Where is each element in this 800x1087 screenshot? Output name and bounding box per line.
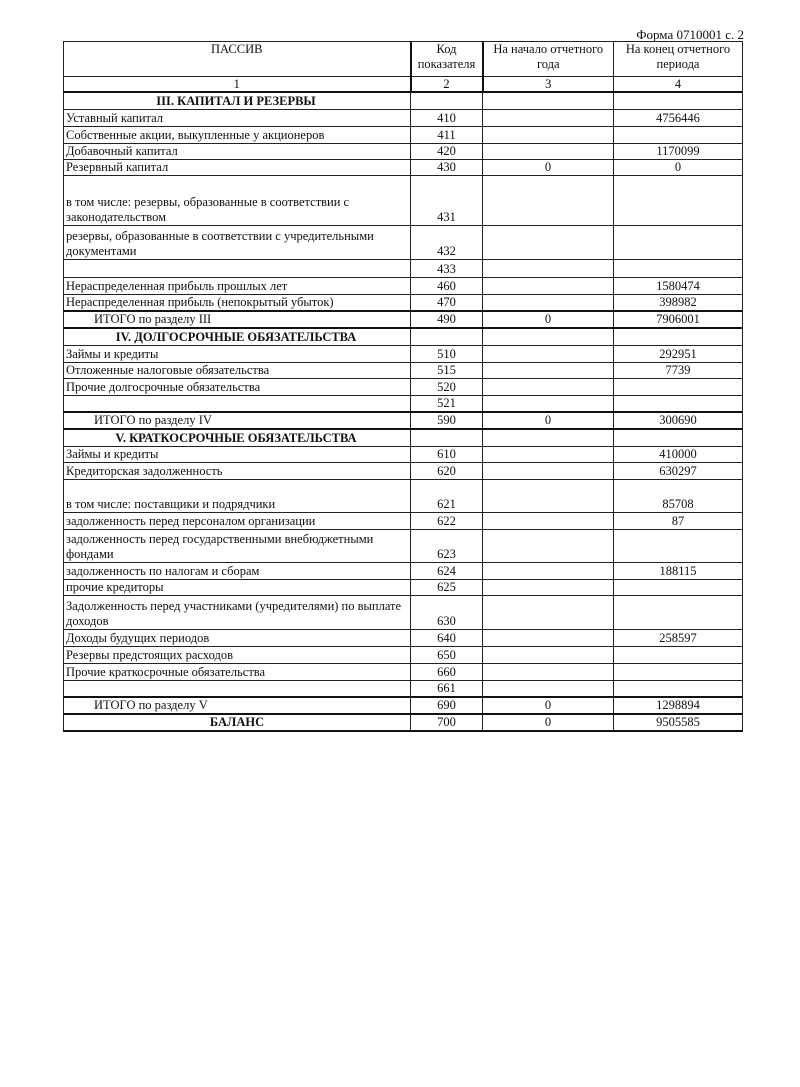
row-start-value: 0 (483, 697, 614, 714)
row-start-value (483, 595, 614, 629)
row-end-value (614, 646, 743, 663)
row-end-value: 0 (614, 159, 743, 175)
row-start-value (483, 579, 614, 595)
row-start-value (483, 362, 614, 378)
row-end-value: 7906001 (614, 311, 743, 328)
row-label: Резервы предстоящих расходов (64, 646, 411, 663)
row-code: 490 (411, 311, 483, 328)
row-start-value (483, 529, 614, 562)
row-label: Кредиторская задолженность (64, 462, 411, 479)
column-number-4: 4 (614, 77, 743, 93)
row-start-value (483, 92, 614, 109)
row-end-value: 4756446 (614, 109, 743, 126)
row-start-value: 0 (483, 159, 614, 175)
row-end-value: 85708 (614, 479, 743, 512)
table-row (64, 429, 743, 446)
row-code: 625 (411, 579, 483, 595)
row-label: БАЛАНС (64, 714, 411, 731)
table-row (64, 395, 743, 412)
row-start-value (483, 126, 614, 143)
row-label: Нераспределенная прибыль (непокрытый убыток) (64, 294, 411, 311)
row-end-value (614, 175, 743, 225)
row-code (411, 328, 483, 345)
row-start-value (483, 429, 614, 446)
row-code: 515 (411, 362, 483, 378)
row-start-value (483, 479, 614, 512)
table-header-row (64, 42, 743, 77)
row-start-value (483, 345, 614, 362)
row-end-value: 398982 (614, 294, 743, 311)
row-code: 660 (411, 663, 483, 680)
row-start-value (483, 378, 614, 395)
row-code: 410 (411, 109, 483, 126)
table-row (64, 479, 743, 512)
row-label: Задолженность перед участниками (учредителями) по выплате доходов (64, 595, 411, 629)
row-code (411, 429, 483, 446)
table-row (64, 259, 743, 277)
row-end-value (614, 429, 743, 446)
table-row (64, 294, 743, 311)
table-row (64, 595, 743, 629)
row-code: 411 (411, 126, 483, 143)
row-code: 622 (411, 512, 483, 529)
row-start-value (483, 562, 614, 579)
row-code: 650 (411, 646, 483, 663)
row-end-value: 188115 (614, 562, 743, 579)
table-row (64, 579, 743, 595)
row-label: задолженность перед государственными внебюджетными фондами (64, 529, 411, 562)
row-code: 432 (411, 225, 483, 259)
row-code: 433 (411, 259, 483, 277)
table-row (64, 109, 743, 126)
row-end-value: 7739 (614, 362, 743, 378)
table-row (64, 562, 743, 579)
row-label: Собственные акции, выкупленные у акционеров (64, 126, 411, 143)
form-number-label: Форма 0710001 с. 2 (636, 27, 744, 42)
column-number-2: 2 (411, 77, 483, 93)
row-start-value (483, 225, 614, 259)
header-code: Код показателя (411, 42, 483, 77)
table-row (64, 714, 743, 731)
row-end-value (614, 259, 743, 277)
table-row (64, 680, 743, 697)
row-label: Отложенные налоговые обязательства (64, 362, 411, 378)
row-code: 621 (411, 479, 483, 512)
row-label: Прочие долгосрочные обязательства (64, 378, 411, 395)
row-end-value: 1298894 (614, 697, 743, 714)
row-end-value: 410000 (614, 446, 743, 462)
row-code: 610 (411, 446, 483, 462)
row-end-value (614, 328, 743, 345)
table-row (64, 311, 743, 328)
row-code: 700 (411, 714, 483, 731)
row-end-value (614, 663, 743, 680)
table-row (64, 225, 743, 259)
header-liabilities: ПАССИВ (64, 42, 411, 77)
row-code: 460 (411, 277, 483, 294)
row-end-value: 292951 (614, 345, 743, 362)
row-label: IV. ДОЛГОСРОЧНЫЕ ОБЯЗАТЕЛЬСТВА (64, 328, 411, 345)
table-row (64, 462, 743, 479)
row-start-value (483, 512, 614, 529)
row-start-value (483, 143, 614, 159)
row-label: Займы и кредиты (64, 345, 411, 362)
row-end-value: 300690 (614, 412, 743, 429)
row-code: 630 (411, 595, 483, 629)
row-label: Прочие краткосрочные обязательства (64, 663, 411, 680)
row-start-value (483, 646, 614, 663)
table-row (64, 159, 743, 175)
table-row (64, 92, 743, 109)
row-start-value (483, 175, 614, 225)
row-end-value: 87 (614, 512, 743, 529)
table-row (64, 529, 743, 562)
row-code: 521 (411, 395, 483, 412)
row-label: Резервный капитал (64, 159, 411, 175)
row-end-value (614, 126, 743, 143)
row-code: 620 (411, 462, 483, 479)
row-code: 430 (411, 159, 483, 175)
table-row (64, 646, 743, 663)
row-start-value (483, 109, 614, 126)
table-row (64, 412, 743, 429)
row-label: прочие кредиторы (64, 579, 411, 595)
row-end-value (614, 529, 743, 562)
row-code: 640 (411, 629, 483, 646)
row-label: Нераспределенная прибыль прошлых лет (64, 277, 411, 294)
table-row (64, 328, 743, 345)
row-label (64, 259, 411, 277)
row-start-value (483, 259, 614, 277)
row-label: резервы, образованные в соответствии с учредительными документами (64, 225, 411, 259)
row-start-value (483, 663, 614, 680)
row-code: 661 (411, 680, 483, 697)
column-number-1: 1 (64, 77, 411, 93)
row-start-value (483, 629, 614, 646)
row-code: 420 (411, 143, 483, 159)
row-label: задолженность перед персоналом организации (64, 512, 411, 529)
row-code: 624 (411, 562, 483, 579)
table-row (64, 378, 743, 395)
row-label: ИТОГО по разделу V (64, 697, 411, 714)
row-end-value: 1170099 (614, 143, 743, 159)
row-start-value (483, 277, 614, 294)
table-row (64, 143, 743, 159)
row-start-value (483, 294, 614, 311)
row-label: III. КАПИТАЛ И РЕЗЕРВЫ (64, 92, 411, 109)
row-label: Добавочный капитал (64, 143, 411, 159)
row-code: 510 (411, 345, 483, 362)
row-label (64, 680, 411, 697)
row-end-value (614, 595, 743, 629)
table-row (64, 629, 743, 646)
table-row (64, 663, 743, 680)
row-end-value (614, 225, 743, 259)
row-start-value: 0 (483, 714, 614, 731)
row-code: 590 (411, 412, 483, 429)
column-number-3: 3 (483, 77, 614, 93)
row-code: 623 (411, 529, 483, 562)
row-end-value: 1580474 (614, 277, 743, 294)
table-row (64, 126, 743, 143)
row-code: 470 (411, 294, 483, 311)
row-start-value (483, 395, 614, 412)
table-row (64, 277, 743, 294)
header-end-of-period: На конец отчетного периода (614, 42, 743, 77)
row-end-value (614, 378, 743, 395)
row-code: 520 (411, 378, 483, 395)
row-end-value: 9505585 (614, 714, 743, 731)
table-row (64, 512, 743, 529)
column-number-row (64, 77, 743, 93)
row-code: 431 (411, 175, 483, 225)
table-row (64, 362, 743, 378)
row-label: в том числе: поставщики и подрядчики (64, 479, 411, 512)
row-end-value: 258597 (614, 629, 743, 646)
row-end-value (614, 395, 743, 412)
row-label (64, 395, 411, 412)
row-start-value: 0 (483, 412, 614, 429)
row-label: Займы и кредиты (64, 446, 411, 462)
row-end-value: 630297 (614, 462, 743, 479)
row-label: V. КРАТКОСРОЧНЫЕ ОБЯЗАТЕЛЬСТВА (64, 429, 411, 446)
row-label: Доходы будущих периодов (64, 629, 411, 646)
row-start-value (483, 328, 614, 345)
row-end-value (614, 92, 743, 109)
row-label: ИТОГО по разделу IV (64, 412, 411, 429)
liabilities-balance-table (63, 41, 743, 732)
row-label: задолженность по налогам и сборам (64, 562, 411, 579)
table-row (64, 175, 743, 225)
row-code (411, 92, 483, 109)
table-body (64, 92, 743, 731)
table-row (64, 345, 743, 362)
row-label: в том числе: резервы, образованные в соответствии с законодательством (64, 175, 411, 225)
row-start-value (483, 446, 614, 462)
header-start-of-year: На начало отчетного года (483, 42, 614, 77)
row-start-value (483, 680, 614, 697)
row-code: 690 (411, 697, 483, 714)
table-row (64, 697, 743, 714)
row-start-value: 0 (483, 311, 614, 328)
row-label: ИТОГО по разделу III (64, 311, 411, 328)
row-label: Уставный капитал (64, 109, 411, 126)
row-end-value (614, 680, 743, 697)
row-end-value (614, 579, 743, 595)
row-start-value (483, 462, 614, 479)
table-row (64, 446, 743, 462)
